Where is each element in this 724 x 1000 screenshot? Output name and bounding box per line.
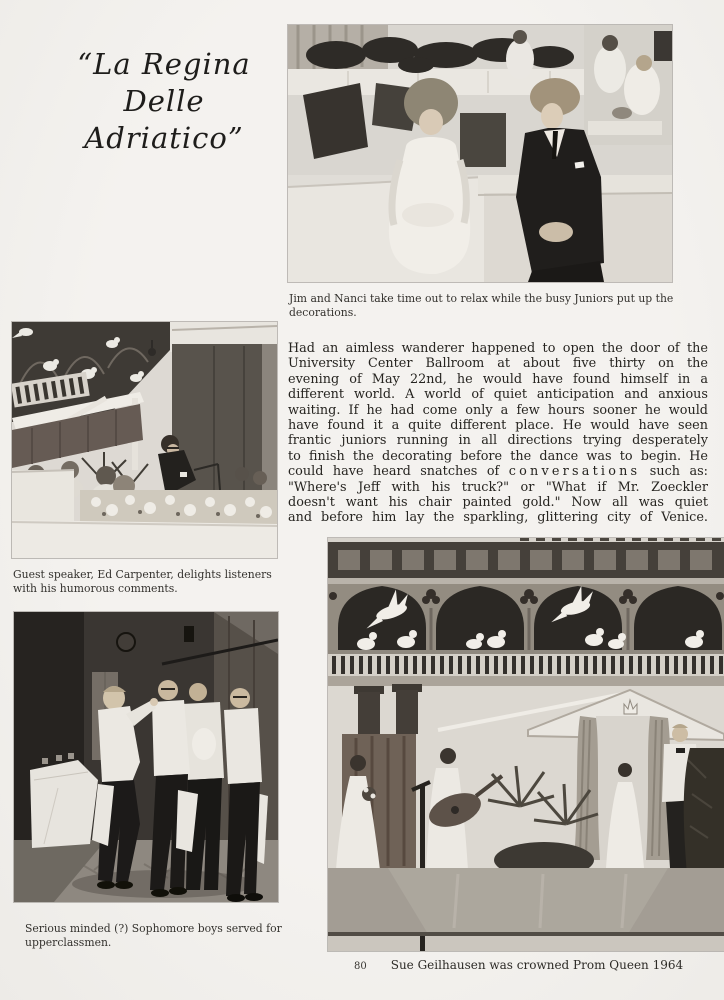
caption-line: with his humorous comments. bbox=[13, 581, 178, 595]
caption-line: decorations. bbox=[289, 305, 357, 319]
article-line: frantic juniors running in all directions trying desperately bbox=[288, 433, 708, 449]
photo-sophomore-boys-art bbox=[14, 612, 278, 902]
photo-jim-and-nanci-art bbox=[288, 25, 672, 282]
page-title bbox=[50, 46, 278, 157]
article-line: University Center Ballroom at about five thirty on the bbox=[288, 356, 708, 372]
flower-centerpieces bbox=[80, 490, 277, 524]
caption-sophomore-boys bbox=[25, 922, 282, 949]
caption-line: Jim and Nanci take time out to relax while the busy Juniors put up the bbox=[289, 292, 674, 305]
article-line: doesn't want his chair painted gold." Now all was quiet bbox=[288, 495, 708, 511]
article-line-part: could have heard snatches of bbox=[288, 464, 509, 480]
article-line: to finish the decorating before the dance was to begin. He bbox=[288, 448, 708, 464]
caption-jim-and-nanci bbox=[289, 292, 673, 319]
photo-jim-and-nanci bbox=[288, 25, 672, 282]
caption-line: Guest speaker, Ed Carpenter, delights listeners bbox=[13, 568, 272, 581]
article-line: waiting. If he had come only a few hours sooner he would bbox=[288, 402, 708, 418]
photo-guest-speaker bbox=[12, 322, 277, 558]
title-line-1: “La Regina bbox=[77, 47, 251, 81]
balustrade bbox=[328, 650, 724, 686]
caption-line: Serious minded (?) Sophomore boys served for bbox=[25, 922, 282, 935]
article-line: "Where's Jeff with his truck?" or "What if Mr. Zoeckler bbox=[288, 479, 708, 495]
article-line: have found it a quite different place. He would have seen bbox=[288, 418, 708, 434]
bench-platform bbox=[288, 175, 672, 282]
article-line: different world. A world of quiet anticipation and anxious bbox=[288, 387, 708, 403]
gothic-arches bbox=[328, 584, 724, 656]
photo-guest-speaker-art bbox=[12, 322, 277, 558]
caption-line: upperclassmen. bbox=[25, 935, 112, 949]
caption-prom-queen: Sue Geilhausen was crowned Prom Queen 1964 bbox=[390, 958, 684, 972]
page-footer bbox=[354, 958, 683, 972]
article-line-part: such as: bbox=[640, 464, 708, 480]
dark-foliage-right bbox=[684, 748, 724, 888]
stage-floor bbox=[328, 868, 724, 951]
photo-sophomore-boys bbox=[14, 612, 278, 902]
article-text bbox=[288, 341, 708, 526]
article-line: evening of May 22nd, he would have found himself in a bbox=[288, 371, 708, 387]
article-line: Had an aimless wanderer happened to open the door of the bbox=[288, 341, 708, 356]
photo-prom-queen-stage bbox=[328, 538, 724, 951]
page-number: 80 bbox=[354, 961, 367, 972]
title-line-2: Delle bbox=[123, 84, 205, 118]
photo-prom-queen-stage-art bbox=[328, 538, 724, 951]
top-frieze bbox=[328, 538, 724, 584]
article-letterspaced-word: conversations bbox=[508, 464, 641, 480]
article-line-conversations bbox=[288, 464, 708, 479]
title-line-3: Adriatico” bbox=[84, 121, 244, 155]
caption-guest-speaker bbox=[13, 568, 272, 595]
article-line: and before him lay the sparkling, glittering city of Venice. bbox=[288, 510, 708, 526]
